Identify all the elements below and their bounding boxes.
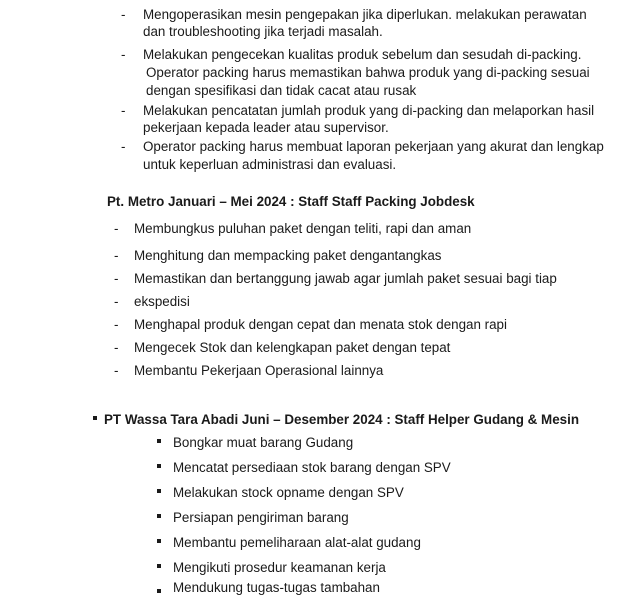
list-item-line: pekerjaan kepada leader atau supervisor. — [143, 120, 389, 135]
list-dash: - — [114, 363, 119, 378]
list-dash: - — [121, 7, 126, 22]
list-item-line: dan troubleshooting jika terjadi masalah. — [143, 24, 383, 39]
job-heading: PT Wassa Tara Abadi Juni – Desember 2024 : Staff Helper Gudang & Mesin — [104, 412, 580, 427]
list-item-line: untuk keperluan administrasi dan evaluasi. — [143, 157, 397, 172]
list-dash: - — [121, 47, 126, 62]
square-bullet-icon — [157, 489, 161, 493]
list-item: Mengecek Stok dan kelengkapan paket dengan tepat — [134, 340, 451, 355]
square-bullet-icon — [157, 514, 161, 518]
list-item: Persiapan pengiriman barang — [173, 510, 349, 525]
list-dash: - — [114, 340, 119, 355]
list-dash: - — [114, 317, 119, 332]
list-dash: - — [114, 271, 119, 286]
list-item: Membantu Pekerjaan Operasional lainnya — [134, 363, 384, 378]
list-item: Mengikuti prosedur keamanan kerja — [173, 560, 386, 575]
list-item: Membantu pemeliharaan alat-alat gudang — [173, 535, 421, 550]
square-bullet-icon — [157, 539, 161, 543]
list-item: Menghitung dan mempacking paket dengantangkas — [134, 248, 442, 263]
list-item: Mencatat persediaan stok barang dengan SPV — [173, 460, 451, 475]
list-item-line: Melakukan pencatatan jumlah produk yang di-packing dan melaporkan hasil — [143, 103, 595, 118]
list-item-line: Operator packing harus membuat laporan pekerjaan yang akurat dan lengkap — [143, 139, 604, 154]
square-bullet-icon — [157, 589, 161, 593]
list-dash: - — [114, 248, 119, 263]
list-item: Bongkar muat barang Gudang — [173, 435, 354, 450]
list-dash: - — [121, 139, 126, 154]
list-item-line: Operator packing harus memastikan bahwa produk yang di-packing sesuai — [146, 65, 590, 80]
list-item-line: Mengoperasikan mesin pengepakan jika diperlukan. melakukan perawatan — [143, 7, 587, 22]
list-item: Menghapal produk dengan cepat dan menata stok dengan rapi — [134, 317, 507, 332]
list-dash: - — [114, 221, 119, 236]
list-dash: - — [121, 103, 126, 118]
square-bullet-icon — [157, 564, 161, 568]
list-item: Membungkus puluhan paket dengan teliti, rapi dan aman — [134, 221, 472, 236]
job-heading: Pt. Metro Januari – Mei 2024 : Staff Staff Packing Jobdesk — [107, 194, 475, 209]
list-item: Mendukung tugas-tugas tambahan — [173, 580, 380, 595]
list-item: ekspedisi — [134, 294, 190, 309]
list-item-line: dengan spesifikasi dan tidak cacat atau rusak — [146, 83, 417, 98]
square-bullet-icon — [157, 464, 161, 468]
list-dash: - — [114, 294, 119, 309]
list-item: Memastikan dan bertanggung jawab agar jumlah paket sesuai bagi tiap — [134, 271, 557, 286]
square-bullet-icon — [93, 416, 97, 420]
list-item: Melakukan stock opname dengan SPV — [173, 485, 404, 500]
square-bullet-icon — [157, 439, 161, 443]
list-item-line: Melakukan pengecekan kualitas produk sebelum dan sesudah di-packing. — [143, 47, 582, 62]
